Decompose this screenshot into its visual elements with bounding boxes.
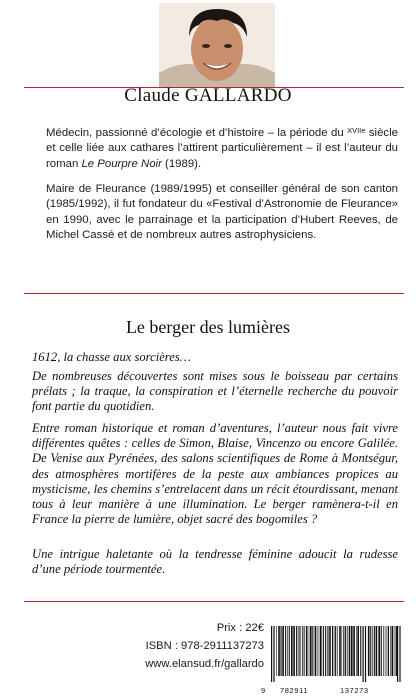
barcode-bar [291,626,293,676]
barcode-bar [337,626,338,676]
synopsis-p3: Entre roman historique et roman d’aventures, l’auteur nous fait vivre différentes quêtes : celles de Simon, Blaise, Vincenzo ou encore Galilée. De Venise aux Pyrénées, des salons scientifiques de Rome à Montségur, des atmosphères mortifères de la peste aux ambiances propices au mysticisme, les chemins s’entrelacent dans un récit étourdissant, menant tous à leur manière à une illumination. Le berger ramènera-t-il en France la pierre de lumière, objet sacré des bogomiles ? [32,421,398,527]
barcode-bar [281,626,282,676]
barcode-bar [293,626,295,676]
barcode-bar [273,626,274,682]
synopsis-p1: 1612, la chasse aux sorcières… [32,350,191,364]
novel-title: Le Pourpre Noir [81,157,162,170]
barcode-bar [345,626,346,676]
barcode-bar [392,626,394,676]
barcode-bar [296,626,297,676]
website-link[interactable]: www.elansud.fr/gallardo [145,658,264,670]
barcode-bar [360,626,361,676]
barcode-bar [399,626,400,682]
barcode-bar [339,626,341,676]
barcode-digits-right: 137273 [340,686,369,695]
barcode-bar [287,626,288,676]
barcode-bar [347,626,348,676]
barcode-bar [299,626,300,676]
barcode-bar [349,626,351,676]
barcode-bar [278,626,280,676]
book-title: Le berger des lumières [125,317,291,337]
barcode-bar [353,626,355,676]
barcode-bar [298,626,299,676]
barcode-bar [394,626,395,676]
author-photo [159,3,275,87]
barcode-bar [372,626,373,676]
barcode-bar [343,626,344,676]
bottom-divider [24,601,404,602]
barcode-bar [388,626,389,676]
barcode-bar [376,626,378,676]
barcode-bar [385,626,386,676]
barcode-bar [378,626,380,676]
barcode-bar [271,626,272,682]
synopsis-p2: De nombreuses découvertes sont mises sous le boisseau par certains prélats ; la traque, la conspiration et l’éternelle recherche du pouvoir font partie du quotidien. [32,369,398,414]
barcode-bar [370,626,371,676]
barcode-bar [332,626,333,676]
barcode-bar [327,626,328,676]
barcode-bar [306,626,308,676]
middle-divider [24,293,404,294]
barcode-bar [282,626,284,676]
barcode-bar [342,626,343,676]
price: Prix : 22€ [216,622,264,634]
barcode-bar [356,626,357,676]
barcode-bar [309,626,310,676]
barcode-bar [387,626,388,676]
barcode-bar [396,626,398,676]
barcode-bar [301,626,302,676]
barcode-bar [289,626,290,676]
barcode-bar [383,626,384,676]
barcode-bar [304,626,305,676]
barcode-bar [351,626,353,676]
barcode-bar [357,626,359,676]
synopsis-p4: Une intrigue haletante où la tendresse féminine adoucit la rudesse d’une période tourmentée. [32,547,398,577]
barcode-bar [323,626,324,676]
barcode-bar [325,626,326,676]
barcode-bar [276,626,277,676]
isbn: ISBN : 978-2911137273 [145,640,264,652]
barcode-bar [381,626,382,676]
barcode-bar [285,626,286,676]
barcode-bar [317,626,318,676]
barcode-bar [302,626,303,676]
barcode-bar [310,626,312,676]
barcode-lead-digit: 9 [261,686,266,695]
barcode-bar [390,626,391,676]
barcode-bar [365,626,366,682]
barcode-bar [329,626,331,676]
author-bio-1: Médecin, passionné d’écologie et d’histoire – la période du $^{XVIIe}$ siècle et celle liée aux cathares l’attirent particulièrement – il est l’auteur du roman Le Pourpre Noir (1989). [46,126,398,170]
barcode-bar [312,626,313,676]
barcode-bar [368,626,370,676]
century-label: XVIIe [347,126,366,135]
barcode-bar [374,626,375,676]
barcode-bar [315,626,317,676]
barcode-bar [335,626,336,676]
author-name: Claude GALLARDO [124,85,292,106]
author-bio-2: Maire de Fleurance (1989/1995) et conseiller général de son canton (1985/1992), il fut fondateur du «Festival d’Astronomie de Fleurance» en 1990, avec le parrainage et la participation d’Hubert Reeves, de Michel Cassé et de nombreux autres astrophysiciens. [46,183,398,242]
barcode-bar [397,626,398,682]
barcode-bar [320,626,322,676]
barcode-digits-left: 782911 [280,686,309,695]
barcode [267,626,405,682]
barcode-bar [363,626,364,682]
barcode-bar [319,626,320,676]
barcode-bar [334,626,335,676]
